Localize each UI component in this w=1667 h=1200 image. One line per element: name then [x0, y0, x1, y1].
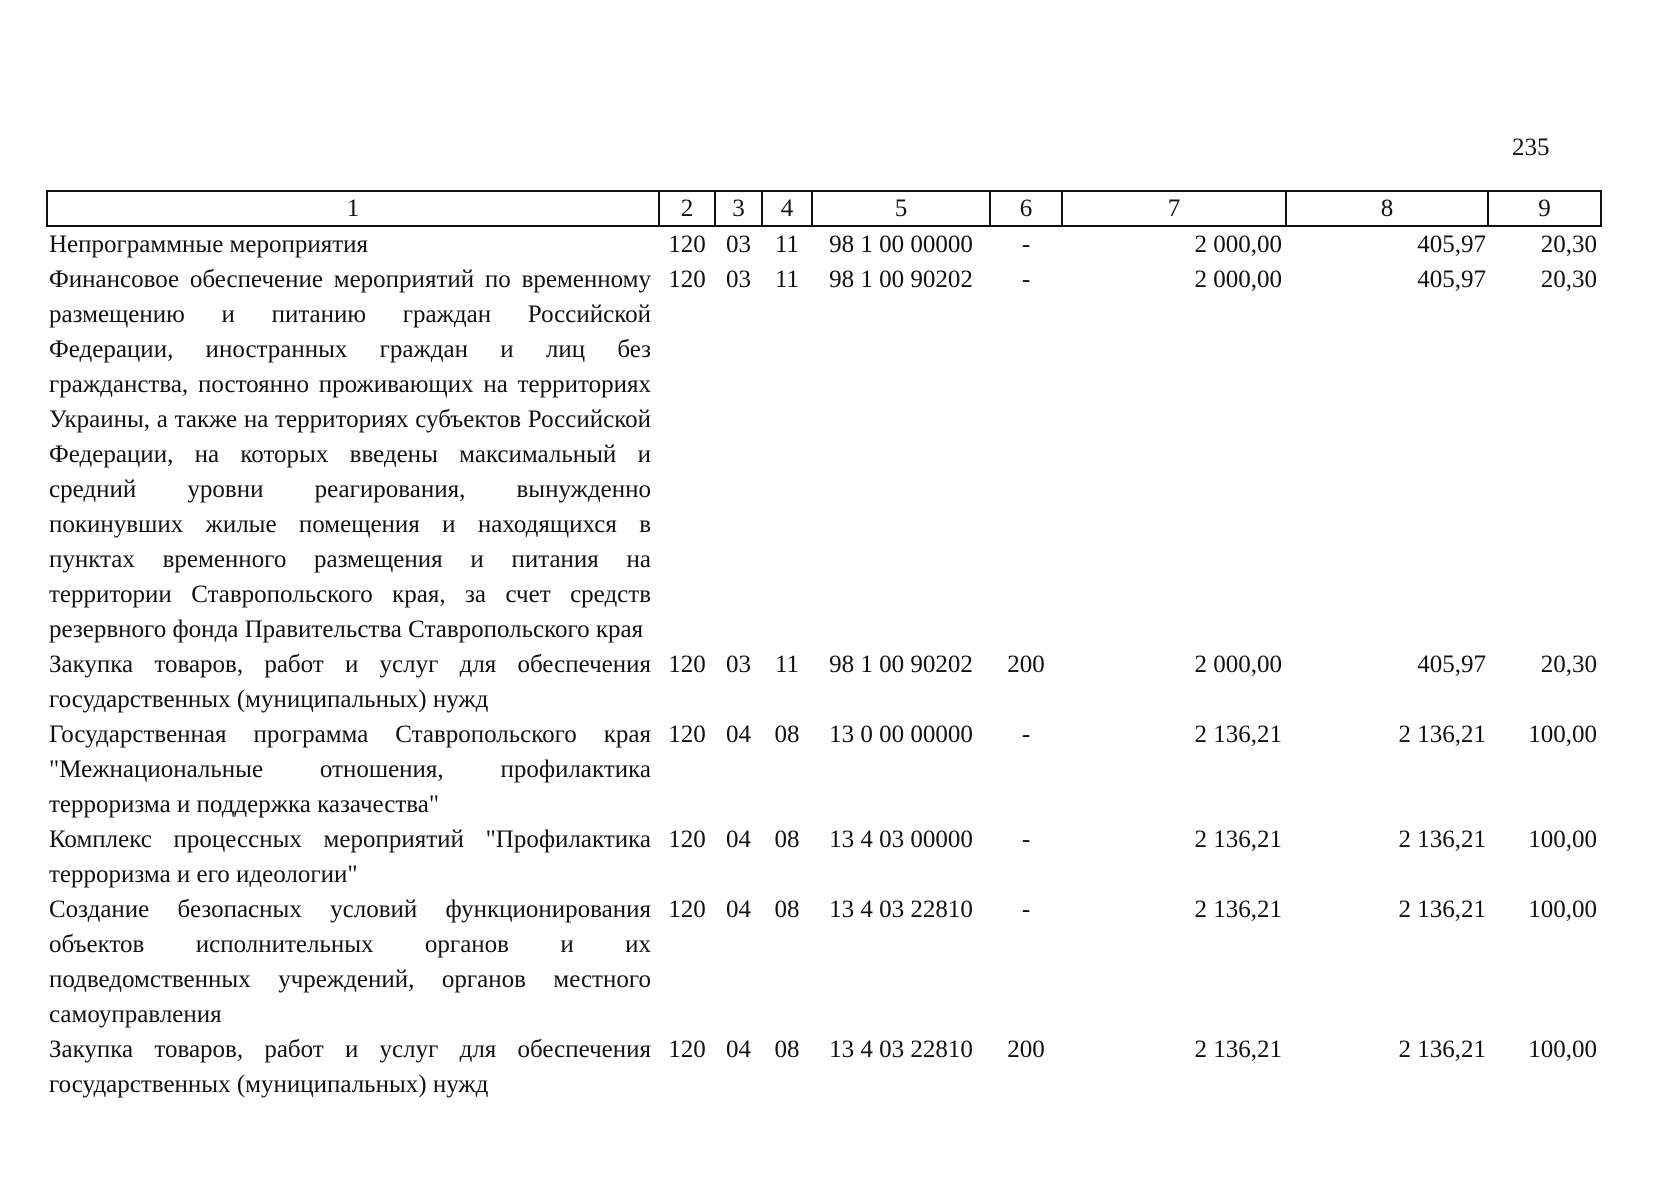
row-amount-planned: 2 000,00 — [1194, 651, 1282, 678]
row-code-section: 04 — [726, 721, 751, 748]
table-row — [47, 717, 1601, 822]
row-code-section: 03 — [726, 651, 751, 678]
row-target-article: 13 4 03 22810 — [829, 896, 973, 923]
row-name: Создание безопасных условий функционирования объектов исполнительных органов и их подведомственных учреждений, органов местного самоуправления — [49, 896, 651, 1028]
row-amount-executed: 405,97 — [1417, 231, 1486, 258]
column-header-4: 4 — [762, 191, 812, 226]
row-percent: 20,30 — [1540, 651, 1597, 678]
row-target-article: 98 1 00 90202 — [829, 266, 973, 293]
row-amount-planned: 2 136,21 — [1194, 896, 1282, 923]
row-code-section: 04 — [726, 896, 751, 923]
header-row — [47, 191, 1601, 226]
row-code-ministry: 120 — [668, 231, 706, 258]
row-percent: 100,00 — [1528, 1036, 1597, 1063]
row-code-ministry: 120 — [668, 1036, 706, 1063]
row-expense-type: - — [1021, 896, 1031, 923]
row-code-subsection: 11 — [774, 231, 800, 258]
row-name: Финансовое обеспечение мероприятий по временному размещению и питанию граждан Российской Федерации, иностранных граждан и лиц без гражданства, постоянно проживающих на территориях Украины, а также на территориях субъектов Российской Федерации, на которых введены максимальный и средний уровни реагирования, вынужденно покинувших жилые помещения и находящихся в пунктах временного размещения и питания на территории Ставропольского края, за счет средств резервного фонда Правительства Ставропольского края — [49, 266, 651, 643]
row-name: Закупка товаров, работ и услуг для обеспечения государственных (муниципальных) нужд — [49, 1036, 651, 1098]
row-code-ministry: 120 — [668, 721, 706, 748]
table-row — [47, 262, 1601, 647]
row-target-article: 13 0 00 00000 — [829, 721, 973, 748]
row-expense-type: - — [1021, 231, 1031, 258]
row-code-ministry: 120 — [668, 266, 706, 293]
page-number: 235 — [1512, 134, 1550, 161]
row-amount-planned: 2 136,21 — [1194, 1036, 1282, 1063]
column-header-2: 2 — [659, 191, 715, 226]
row-expense-type: - — [1021, 721, 1031, 748]
row-code-subsection: 08 — [774, 1036, 800, 1063]
row-amount-executed: 2 136,21 — [1398, 896, 1486, 923]
row-amount-planned: 2 000,00 — [1194, 231, 1282, 258]
row-name: Государственная программа Ставропольского края "Межнациональные отношения, профилактика терроризма и поддержка казачества" — [49, 721, 651, 818]
row-percent: 20,30 — [1540, 266, 1597, 293]
column-header-8: 8 — [1286, 191, 1488, 226]
row-code-subsection: 08 — [774, 721, 800, 748]
row-amount-executed: 2 136,21 — [1398, 826, 1486, 853]
budget-table — [46, 190, 1602, 1102]
row-expense-type: - — [1021, 826, 1031, 853]
row-target-article: 98 1 00 00000 — [829, 231, 973, 258]
row-percent: 20,30 — [1540, 231, 1597, 258]
table-row — [47, 822, 1601, 892]
row-target-article: 13 4 03 22810 — [829, 1036, 973, 1063]
table-row — [47, 892, 1601, 1032]
row-expense-type: 200 — [1007, 651, 1045, 678]
row-code-section: 03 — [726, 231, 751, 258]
row-percent: 100,00 — [1528, 826, 1597, 853]
row-amount-executed: 2 136,21 — [1398, 1036, 1486, 1063]
row-code-ministry: 120 — [668, 651, 706, 678]
column-header-6: 6 — [990, 191, 1062, 226]
row-code-ministry: 120 — [668, 896, 706, 923]
row-amount-executed: 405,97 — [1417, 651, 1486, 678]
row-expense-type: - — [1021, 266, 1031, 293]
column-header-1: 1 — [47, 191, 659, 226]
row-name: Непрограммные мероприятия — [49, 231, 369, 258]
row-code-subsection: 11 — [774, 651, 800, 678]
row-code-ministry: 120 — [668, 826, 706, 853]
row-name: Комплекс процессных мероприятий "Профилактика терроризма и его идеологии" — [49, 826, 651, 888]
row-code-section: 03 — [726, 266, 751, 293]
row-percent: 100,00 — [1528, 721, 1597, 748]
row-code-subsection: 08 — [774, 826, 800, 853]
row-amount-planned: 2 136,21 — [1194, 721, 1282, 748]
table-row — [47, 1032, 1601, 1102]
row-target-article: 98 1 00 90202 — [829, 651, 973, 678]
row-code-section: 04 — [726, 826, 751, 853]
column-header-7: 7 — [1062, 191, 1286, 226]
row-amount-planned: 2 000,00 — [1194, 266, 1282, 293]
column-header-5: 5 — [812, 191, 990, 226]
column-header-3: 3 — [715, 191, 762, 226]
row-name: Закупка товаров, работ и услуг для обеспечения государственных (муниципальных) нужд — [49, 651, 651, 713]
table-row — [47, 647, 1601, 717]
row-code-subsection: 11 — [774, 266, 800, 293]
row-code-subsection: 08 — [774, 896, 800, 923]
column-header-9: 9 — [1488, 191, 1601, 226]
row-target-article: 13 4 03 00000 — [829, 826, 973, 853]
row-amount-executed: 405,97 — [1417, 266, 1486, 293]
row-amount-executed: 2 136,21 — [1398, 721, 1486, 748]
table-row — [47, 226, 1601, 262]
row-amount-planned: 2 136,21 — [1194, 826, 1282, 853]
row-percent: 100,00 — [1528, 896, 1597, 923]
row-code-section: 04 — [726, 1036, 751, 1063]
row-expense-type: 200 — [1007, 1036, 1045, 1063]
